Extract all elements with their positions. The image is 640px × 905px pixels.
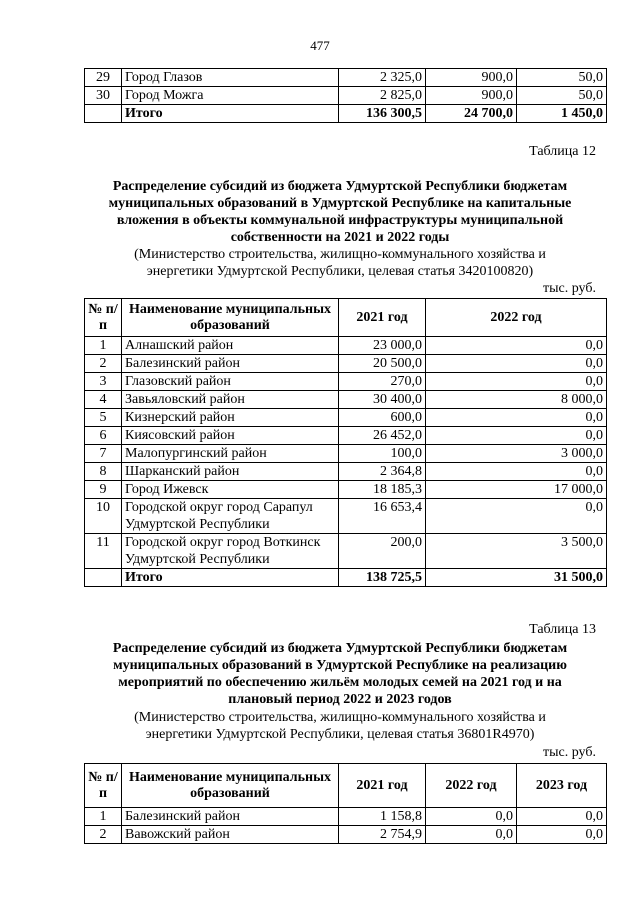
row-name: Завьяловский район: [122, 391, 339, 409]
row-value-2021: 1 158,8: [339, 808, 426, 826]
total-2022: 24 700,0: [426, 105, 517, 123]
header-2022: 2022 год: [426, 764, 517, 808]
header-row: [85, 299, 607, 337]
row-value-2021: 270,0: [339, 373, 426, 391]
table-12-subtitle: [60, 246, 620, 280]
row-name: Город Можга: [122, 87, 339, 105]
title-line: муниципальных образований в Удмуртской Республике на реализацию: [113, 658, 567, 673]
header-2021: 2021 год: [339, 299, 426, 337]
row-value-2022: 0,0: [426, 427, 607, 445]
row-value-2021: 2 364,8: [339, 463, 426, 481]
row-name: Шарканский район: [122, 463, 339, 481]
row-name: Вавожский район: [122, 826, 339, 844]
table-row: [85, 481, 607, 499]
row-name: Алнашский район: [122, 337, 339, 355]
row-value-2023: 0,0: [517, 826, 607, 844]
row-value-2023: 50,0: [517, 69, 607, 87]
empty-cell: [85, 105, 122, 123]
table-12: [84, 298, 607, 587]
table-13-subtitle: [60, 709, 620, 743]
row-value-2021: 2 325,0: [339, 69, 426, 87]
row-value-2021: 2 754,9: [339, 826, 426, 844]
row-number: 30: [85, 87, 122, 105]
row-value-2022: 0,0: [426, 808, 517, 826]
row-number: 11: [85, 534, 122, 569]
table-row: [85, 337, 607, 355]
row-value-2023: 0,0: [517, 808, 607, 826]
table-row: [85, 409, 607, 427]
row-value-2021: 600,0: [339, 409, 426, 427]
total-2021: 138 725,5: [339, 569, 426, 587]
total-row: [85, 105, 607, 123]
row-name: Малопургинский район: [122, 445, 339, 463]
row-value-2022: 900,0: [426, 69, 517, 87]
title-line: муниципальных образований в Удмуртской Республике на капитальные: [108, 196, 572, 211]
table-row: [85, 826, 607, 844]
title-line: Распределение субсидий из бюджета Удмуртской Республики бюджетам: [112, 179, 568, 194]
header-2021: 2021 год: [339, 764, 426, 808]
row-value-2022: 0,0: [426, 373, 607, 391]
header-number: № п/п: [85, 764, 122, 808]
title-line: собственности на 2021 и 2022 годы: [230, 230, 450, 245]
table-row: [85, 355, 607, 373]
row-name: Город Ижевск: [122, 481, 339, 499]
row-number: 5: [85, 409, 122, 427]
header-row: [85, 764, 607, 808]
subtitle-line: энергетики Удмуртской Республики, целевая статья 3420100820): [146, 264, 534, 279]
total-row: [85, 569, 607, 587]
total-label: Итого: [122, 105, 339, 123]
row-number: 1: [85, 337, 122, 355]
row-value-2022: 0,0: [426, 409, 607, 427]
table-12-label: Таблица 12: [529, 144, 596, 159]
row-value-2022: 3 500,0: [426, 534, 607, 569]
table-row: [85, 445, 607, 463]
row-name: Балезинский район: [122, 355, 339, 373]
table-12-title: [60, 178, 620, 246]
row-value-2021: 30 400,0: [339, 391, 426, 409]
row-value-2022: 0,0: [426, 826, 517, 844]
row-number: 2: [85, 826, 122, 844]
header-number: № п/п: [85, 299, 122, 337]
row-value-2022: 900,0: [426, 87, 517, 105]
table-11-continuation: [84, 68, 607, 123]
table-13-label: Таблица 13: [529, 622, 596, 637]
row-name: Город Глазов: [122, 69, 339, 87]
row-value-2021: 200,0: [339, 534, 426, 569]
table-row: [85, 391, 607, 409]
row-number: 3: [85, 373, 122, 391]
row-value-2022: 17 000,0: [426, 481, 607, 499]
table-13-unit: тыс. руб.: [543, 745, 596, 760]
subtitle-line: (Министерство строительства, жилищно-коммунального хозяйства и: [134, 247, 546, 262]
row-number: 10: [85, 499, 122, 534]
row-value-2021: 26 452,0: [339, 427, 426, 445]
header-2022: 2022 год: [426, 299, 607, 337]
subtitle-line: (Министерство строительства, жилищно-коммунального хозяйства и: [134, 710, 546, 725]
table-13-title: [60, 640, 620, 708]
row-value-2021: 2 825,0: [339, 87, 426, 105]
row-value-2021: 23 000,0: [339, 337, 426, 355]
row-name: Кизнерский район: [122, 409, 339, 427]
row-value-2022: 3 000,0: [426, 445, 607, 463]
row-value-2022: 0,0: [426, 463, 607, 481]
row-number: 29: [85, 69, 122, 87]
total-2021: 136 300,5: [339, 105, 426, 123]
table-12-unit: тыс. руб.: [543, 281, 596, 296]
row-name: Городской округ город Воткинск Удмуртской Республики: [122, 534, 339, 569]
table-row: [85, 534, 607, 569]
table-row: [85, 87, 607, 105]
row-number: 9: [85, 481, 122, 499]
row-number: 2: [85, 355, 122, 373]
total-label: Итого: [122, 569, 339, 587]
row-name: Киясовский район: [122, 427, 339, 445]
table-row: [85, 427, 607, 445]
row-value-2022: 8 000,0: [426, 391, 607, 409]
title-line: мероприятий по обеспечению жильём молодых семей на 2021 год и на: [118, 675, 562, 690]
page-number: 477: [310, 38, 330, 53]
row-value-2021: 16 653,4: [339, 499, 426, 534]
row-value-2021: 100,0: [339, 445, 426, 463]
title-line: вложения в объекты коммунальной инфраструктуры муниципальной: [116, 213, 564, 228]
table-row: [85, 463, 607, 481]
empty-cell: [85, 569, 122, 587]
row-value-2021: 18 185,3: [339, 481, 426, 499]
row-name: Балезинский район: [122, 808, 339, 826]
row-value-2021: 20 500,0: [339, 355, 426, 373]
total-2023: 1 450,0: [517, 105, 607, 123]
total-2022: 31 500,0: [426, 569, 607, 587]
subtitle-line: энергетики Удмуртской Республики, целевая статья 36801R4970): [145, 727, 535, 742]
row-value-2022: 0,0: [426, 499, 607, 534]
row-number: 7: [85, 445, 122, 463]
title-line: плановый период 2022 и 2023 годов: [228, 692, 452, 707]
table-row: [85, 69, 607, 87]
table-row: [85, 499, 607, 534]
row-name: Городской округ город Сарапул Удмуртской Республики: [122, 499, 339, 534]
row-name: Глазовский район: [122, 373, 339, 391]
row-number: 6: [85, 427, 122, 445]
row-number: 8: [85, 463, 122, 481]
row-number: 1: [85, 808, 122, 826]
row-value-2022: 0,0: [426, 355, 607, 373]
header-name: Наименование муниципальных образований: [122, 764, 339, 808]
row-value-2023: 50,0: [517, 87, 607, 105]
title-line: Распределение субсидий из бюджета Удмуртской Республики бюджетам: [112, 641, 568, 656]
row-number: 4: [85, 391, 122, 409]
header-name: Наименование муниципальных образований: [122, 299, 339, 337]
header-2023: 2023 год: [517, 764, 607, 808]
table-row: [85, 808, 607, 826]
table-13: [84, 763, 607, 844]
row-value-2022: 0,0: [426, 337, 607, 355]
table-row: [85, 373, 607, 391]
